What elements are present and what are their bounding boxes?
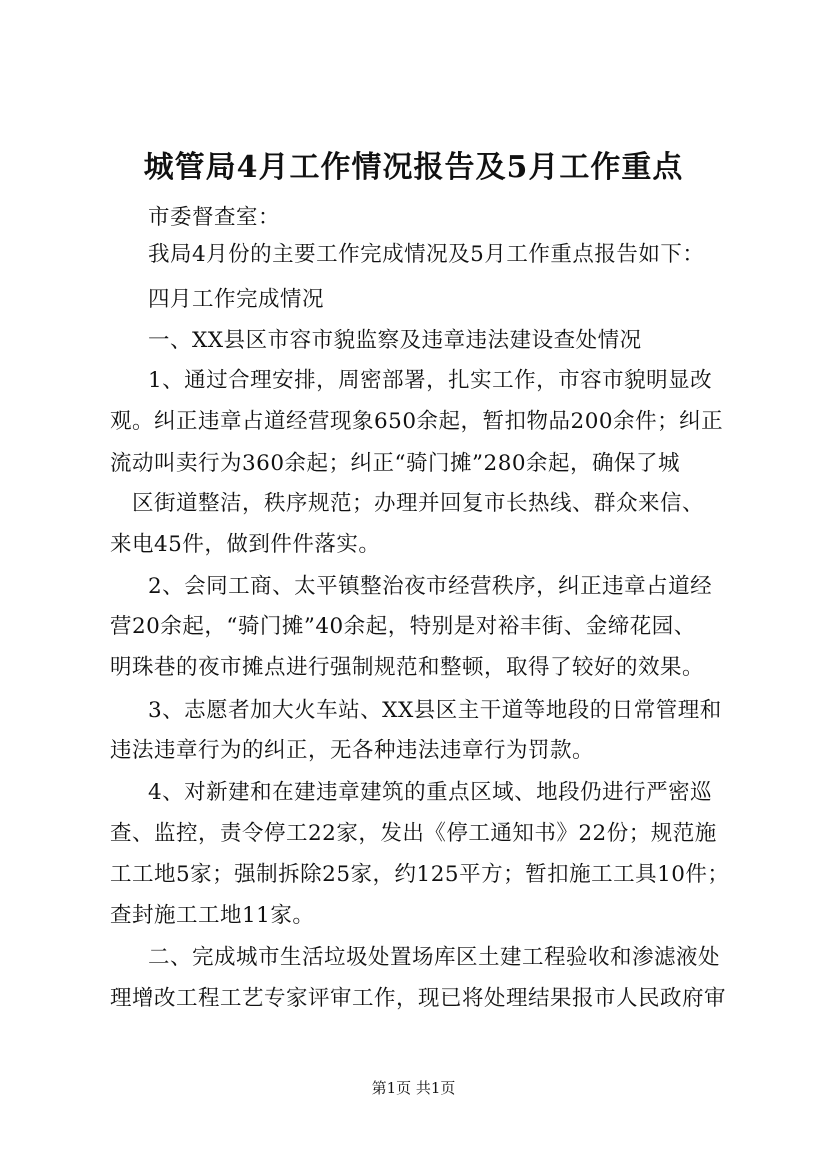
paragraph-line: 违法违章行为的纠正，无各种违法违章行为罚款。 — [110, 738, 595, 763]
paragraph-line: 3、志愿者加大火车站、XX县区主干道等地段的日常管理和 — [148, 698, 722, 723]
paragraph-line: 营20余起，“骑门摊”40余起，特别是对裕丰街、金缔花园、 — [110, 614, 696, 639]
paragraph-line: 二、完成城市生活垃圾处置场库区土建工程验收和渗滤液处 — [148, 945, 721, 970]
paragraph-line: 我局4月份的主要工作完成情况及5月工作重点报告如下： — [148, 242, 705, 267]
paragraph-line: 查、监控，责令停工22家，发出《停工通知书》22份；规范施 — [110, 821, 717, 846]
paragraph-line: 4、对新建和在建违章建筑的重点区域、地段仍进行严密巡 — [148, 780, 713, 805]
paragraph-line: 工工地5家；强制拆除25家，约125平方；暂扣施工工具10件； — [110, 862, 730, 887]
paragraph-line: 来电45件，做到件件落实。 — [110, 532, 381, 557]
document-title: 城管局4月工作情况报告及5月工作重点 — [143, 150, 684, 185]
paragraph-line: 理增改工程工艺专家评审工作，现已将处理结果报市人民政府审 — [110, 986, 727, 1011]
paragraph-line: 区街道整洁，秩序规范；办理并回复市长热线、群众来信、 — [132, 491, 705, 516]
paragraph-line: 观。纠正违章占道经营现象650余起，暂扣物品200余件；纠正 — [110, 409, 724, 434]
section-heading: 一、XX县区市容市貌监察及违章违法建设查处情况 — [148, 328, 642, 353]
page-number-footer: 第1页 共1页 — [371, 1079, 456, 1097]
paragraph-line: 市委督查室： — [148, 205, 281, 230]
paragraph-line: 查封施工工地11家。 — [110, 903, 315, 928]
section-heading: 四月工作完成情况 — [148, 287, 325, 312]
paragraph-line: 1、通过合理安排，周密部署，扎实工作，市容市貌明显改 — [148, 368, 713, 393]
paragraph-line: 明珠巷的夜市摊点进行强制规范和整顿，取得了较好的效果。 — [110, 655, 705, 680]
paragraph-line: 2、会同工商、太平镇整治夜市经营秩序，纠正违章占道经 — [148, 574, 713, 599]
paragraph-line: 流动叫卖行为360余起；纠正“骑门摊”280余起，确保了城 — [110, 451, 681, 476]
